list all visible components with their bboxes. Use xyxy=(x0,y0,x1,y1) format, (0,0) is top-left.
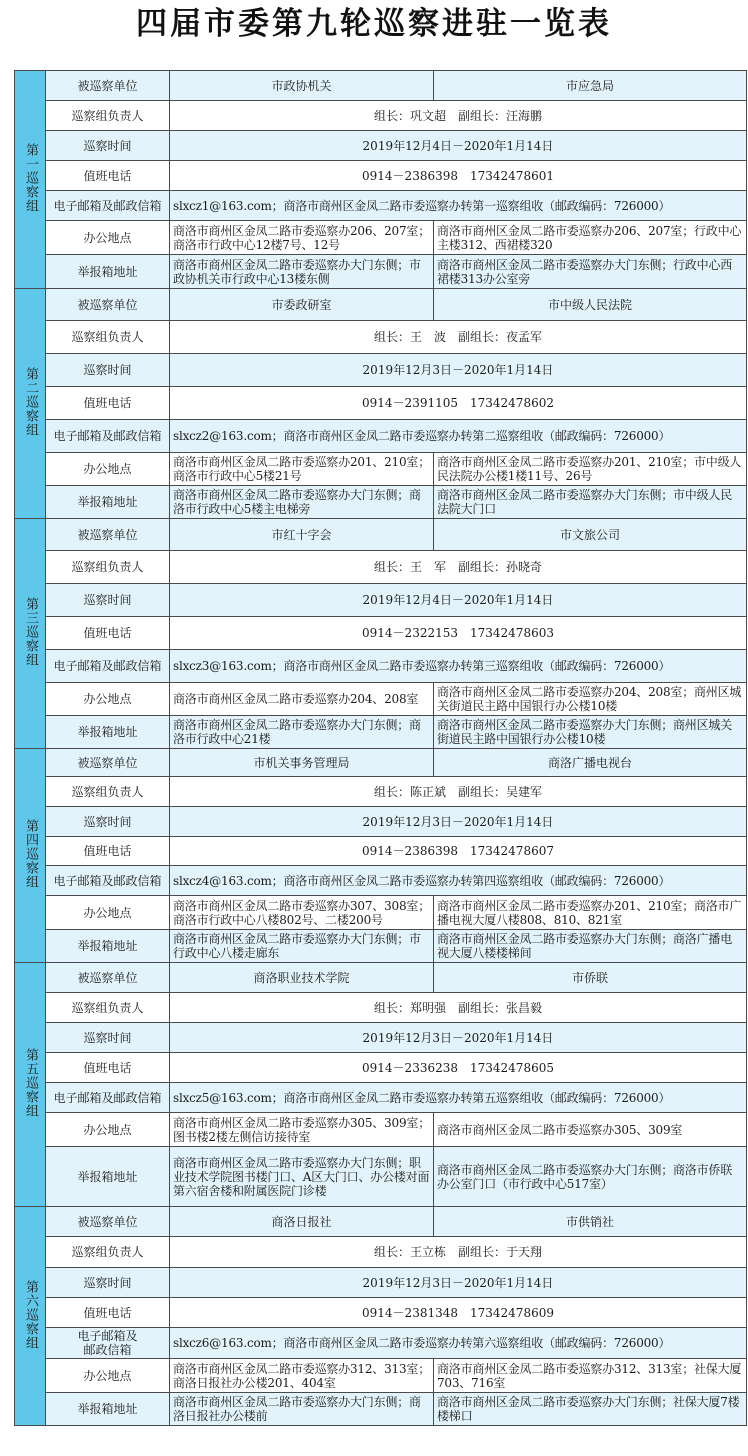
group-name: 第五巡察组 xyxy=(23,1048,38,1118)
row-label-phone: 值班电话 xyxy=(46,1298,170,1328)
group-name: 第六巡察组 xyxy=(23,1279,38,1350)
row-label-unit: 被巡察单位 xyxy=(46,289,170,321)
row-label-phone: 值班电话 xyxy=(46,837,170,866)
row-label-time: 巡察时间 xyxy=(46,1023,170,1053)
group-name-cell xyxy=(15,963,46,1207)
table-row xyxy=(15,1268,747,1298)
unit-cell-second: 市应急局 xyxy=(434,71,747,101)
row-label-office: 办公地点 xyxy=(46,896,170,930)
table-row xyxy=(15,807,747,837)
row-label-office: 办公地点 xyxy=(46,1359,170,1393)
table-row xyxy=(15,650,747,683)
leader-cell: 组长：郑明强 副组长：张昌毅 xyxy=(170,993,747,1023)
office-cell-first: 商洛市商州区金凤二路市委巡察办312、313室；商洛日报社办公楼201、404室 xyxy=(170,1359,434,1393)
phone-cell: 0914－2336238 17342478605 xyxy=(170,1053,747,1083)
unit-cell-second: 市供销社 xyxy=(434,1207,747,1237)
table-row xyxy=(15,420,747,453)
table-row xyxy=(15,749,747,777)
phone-cell: 0914－2386398 17342478601 xyxy=(170,161,747,191)
unit-cell-second: 市文旅公司 xyxy=(434,519,747,551)
office-cell-second: 商洛市商州区金凤二路市委巡察办206、207室；行政中心主楼312、西裙楼320 xyxy=(434,221,747,255)
phone-cell: 0914－2381348 17342478609 xyxy=(170,1298,747,1328)
group-name-cell xyxy=(15,519,46,749)
row-label-leader: 巡察组负责人 xyxy=(46,101,170,131)
phone-cell: 0914－2322153 17342478603 xyxy=(170,617,747,650)
row-label-leader: 巡察组负责人 xyxy=(46,993,170,1023)
row-label-office: 办公地点 xyxy=(46,1113,170,1147)
time-cell: 2019年12月3日－2020年1月14日 xyxy=(170,1268,747,1298)
page-title: 四届市委第九轮巡察进驻一览表 xyxy=(136,6,612,42)
row-label-email: 电子邮箱及邮政信箱 xyxy=(46,1083,170,1113)
group-name-cell xyxy=(15,749,46,963)
row-label-time: 巡察时间 xyxy=(46,807,170,837)
unit-cell-first: 市红十字会 xyxy=(170,519,434,551)
row-label-box: 举报箱地址 xyxy=(46,1393,170,1426)
table-row xyxy=(15,101,747,131)
table-row xyxy=(15,866,747,896)
unit-cell-second: 市侨联 xyxy=(434,963,747,993)
row-label-phone: 值班电话 xyxy=(46,161,170,191)
table-row xyxy=(15,551,747,584)
leader-cell: 组长：王 波 副组长：夜孟军 xyxy=(170,321,747,354)
office-cell-second: 商洛市商州区金凤二路市委巡察办201、210室；商洛市广播电视大厦八楼808、810、821室 xyxy=(434,896,747,930)
row-label-unit: 被巡察单位 xyxy=(46,519,170,551)
leader-cell: 组长：巩文超 副组长：汪海鹏 xyxy=(170,101,747,131)
table-row xyxy=(15,683,747,716)
row-label-box: 举报箱地址 xyxy=(46,255,170,289)
table-row xyxy=(15,453,747,486)
box-cell-second: 商洛市商州区金凤二路市委巡察办大门东侧；商州区城关街道民主路中国银行办公楼10楼 xyxy=(434,716,747,749)
row-label-office: 办公地点 xyxy=(46,221,170,255)
table-row xyxy=(15,777,747,807)
table-row xyxy=(15,1083,747,1113)
row-label-email: 电子邮箱及邮政信箱 xyxy=(46,191,170,221)
table-row xyxy=(15,617,747,650)
email-cell: slxcz3@163.com；商洛市商州区金凤二路市委巡察办转第三巡察组收（邮政编码：726000） xyxy=(170,650,747,683)
time-cell: 2019年12月3日－2020年1月14日 xyxy=(170,354,747,387)
group-name: 第三巡察组 xyxy=(23,597,38,667)
box-cell-second: 商洛市商州区金凤二路市委巡察办大门东侧；商洛广播电视大厦八楼楼梯间 xyxy=(434,930,747,963)
table-row xyxy=(15,289,747,321)
office-cell-first: 商洛市商州区金凤二路市委巡察办305、309室；图书楼2楼左侧信访接待室 xyxy=(170,1113,434,1147)
table-row xyxy=(15,1328,747,1359)
box-cell-first: 商洛市商州区金凤二路市委巡察办大门东侧；商洛市行政中心5楼主电梯旁 xyxy=(170,486,434,519)
row-label-phone: 值班电话 xyxy=(46,1053,170,1083)
table-row xyxy=(15,1393,747,1426)
email-cell: slxcz6@163.com；商洛市商州区金凤二路市委巡察办转第六巡察组收（邮政编码：726000） xyxy=(170,1328,747,1359)
row-label-leader: 巡察组负责人 xyxy=(46,777,170,807)
unit-cell-first: 商洛日报社 xyxy=(170,1207,434,1237)
group-name-cell xyxy=(15,71,46,289)
box-cell-first: 商洛市商州区金凤二路市委巡察办大门东侧；市行政中心八楼走廊东 xyxy=(170,930,434,963)
leader-cell: 组长：陈正斌 副组长：吴建军 xyxy=(170,777,747,807)
table-row xyxy=(15,321,747,354)
table-row xyxy=(15,1147,747,1207)
unit-cell-second: 市中级人民法院 xyxy=(434,289,747,321)
box-cell-second: 商洛市商州区金凤二路市委巡察办大门东侧；社保大厦7楼楼梯口 xyxy=(434,1393,747,1426)
table-body xyxy=(15,71,747,1426)
group-name: 第一巡察组 xyxy=(23,143,38,213)
row-label-email: 电子邮箱及邮政信箱 xyxy=(46,650,170,683)
table-row xyxy=(15,896,747,930)
table-row xyxy=(15,71,747,101)
email-cell: slxcz5@163.com；商洛市商州区金凤二路市委巡察办转第五巡察组收（邮政编码：726000） xyxy=(170,1083,747,1113)
unit-cell-first: 商洛职业技术学院 xyxy=(170,963,434,993)
office-cell-first: 商洛市商州区金凤二路市委巡察办206、207室；商洛市行政中心12楼7号、12号 xyxy=(170,221,434,255)
email-cell: slxcz1@163.com；商洛市商州区金凤二路市委巡察办转第一巡察组收（邮政编码：726000） xyxy=(170,191,747,221)
table-row xyxy=(15,131,747,161)
row-label-leader: 巡察组负责人 xyxy=(46,321,170,354)
table-row xyxy=(15,1359,747,1393)
row-label-phone: 值班电话 xyxy=(46,387,170,420)
row-label-email: 电子邮箱及 邮政信箱 xyxy=(46,1328,170,1359)
time-cell: 2019年12月3日－2020年1月14日 xyxy=(170,1023,747,1053)
leader-cell: 组长：王 军 副组长：孙晓奇 xyxy=(170,551,747,584)
table-row xyxy=(15,161,747,191)
table-row xyxy=(15,519,747,551)
office-cell-first: 商洛市商州区金凤二路市委巡察办307、308室；商洛市行政中心八楼802号、二楼200号 xyxy=(170,896,434,930)
table-row xyxy=(15,354,747,387)
office-cell-first: 商洛市商州区金凤二路市委巡察办201、210室；商洛市行政中心5楼21号 xyxy=(170,453,434,486)
office-cell-second: 商洛市商州区金凤二路市委巡察办312、313室；社保大厦703、716室 xyxy=(434,1359,747,1393)
row-label-box: 举报箱地址 xyxy=(46,930,170,963)
office-cell-second: 商洛市商州区金凤二路市委巡察办305、309室 xyxy=(434,1113,747,1147)
table-row xyxy=(15,930,747,963)
row-label-box: 举报箱地址 xyxy=(46,486,170,519)
office-cell-second: 商洛市商州区金凤二路市委巡察办201、210室；市中级人民法院办公楼1楼11号、26号 xyxy=(434,453,747,486)
table-row xyxy=(15,716,747,749)
box-cell-first: 商洛市商州区金凤二路市委巡察办大门东侧；职业技术学院图书楼门口、A区大门口、办公楼对面第六宿舍楼和附属医院门诊楼 xyxy=(170,1147,434,1207)
time-cell: 2019年12月4日－2020年1月14日 xyxy=(170,584,747,617)
group-name: 第二巡察组 xyxy=(23,367,38,437)
row-label-unit: 被巡察单位 xyxy=(46,963,170,993)
table-row xyxy=(15,1053,747,1083)
row-label-box: 举报箱地址 xyxy=(46,716,170,749)
row-label-time: 巡察时间 xyxy=(46,131,170,161)
time-cell: 2019年12月4日－2020年1月14日 xyxy=(170,131,747,161)
box-cell-second: 商洛市商州区金凤二路市委巡察办大门东侧；市中级人民法院大门口 xyxy=(434,486,747,519)
row-label-box: 举报箱地址 xyxy=(46,1147,170,1207)
table-row xyxy=(15,584,747,617)
row-label-office: 办公地点 xyxy=(46,453,170,486)
box-cell-first: 商洛市商州区金凤二路市委巡察办大门东侧；市政协机关市行政中心13楼东侧 xyxy=(170,255,434,289)
group-name-cell xyxy=(15,289,46,519)
row-label-office: 办公地点 xyxy=(46,683,170,716)
phone-cell: 0914－2386398 17342478607 xyxy=(170,837,747,866)
row-label-email: 电子邮箱及邮政信箱 xyxy=(46,420,170,453)
group-name: 第四巡察组 xyxy=(23,819,38,889)
email-cell: slxcz4@163.com；商洛市商州区金凤二路市委巡察办转第四巡察组收（邮政编码：726000） xyxy=(170,866,747,896)
table-row xyxy=(15,191,747,221)
table-row xyxy=(15,387,747,420)
table-row xyxy=(15,1237,747,1268)
box-cell-second: 商洛市商州区金凤二路市委巡察办大门东侧；商洛市侨联办公室门口（市行政中心517室） xyxy=(434,1147,747,1207)
table-row xyxy=(15,1298,747,1328)
phone-cell: 0914－2391105 17342478602 xyxy=(170,387,747,420)
table-row xyxy=(15,1023,747,1053)
table-row xyxy=(15,963,747,993)
office-cell-first: 商洛市商州区金凤二路市委巡察办204、208室 xyxy=(170,683,434,716)
row-label-leader: 巡察组负责人 xyxy=(46,551,170,584)
row-label-time: 巡察时间 xyxy=(46,354,170,387)
row-label-unit: 被巡察单位 xyxy=(46,749,170,777)
table-row xyxy=(15,837,747,866)
time-cell: 2019年12月3日－2020年1月14日 xyxy=(170,807,747,837)
table-row xyxy=(15,486,747,519)
table-row xyxy=(15,1113,747,1147)
unit-cell-first: 市机关事务管理局 xyxy=(170,749,434,777)
box-cell-first: 商洛市商州区金凤二路市委巡察办大门东侧；商洛日报社办公楼前 xyxy=(170,1393,434,1426)
table-row xyxy=(15,1207,747,1237)
leader-cell: 组长：王立栋 副组长：于天翔 xyxy=(170,1237,747,1268)
row-label-leader: 巡察组负责人 xyxy=(46,1237,170,1268)
table-row xyxy=(15,255,747,289)
office-cell-second: 商洛市商州区金凤二路市委巡察办204、208室；商州区城关街道民主路中国银行办公楼10楼 xyxy=(434,683,747,716)
unit-cell-first: 市政协机关 xyxy=(170,71,434,101)
table-row xyxy=(15,993,747,1023)
row-label-unit: 被巡察单位 xyxy=(46,71,170,101)
row-label-email: 电子邮箱及邮政信箱 xyxy=(46,866,170,896)
group-name-cell xyxy=(15,1207,46,1426)
row-label-phone: 值班电话 xyxy=(46,617,170,650)
email-cell: slxcz2@163.com；商洛市商州区金凤二路市委巡察办转第二巡察组收（邮政编码：726000） xyxy=(170,420,747,453)
inspection-table xyxy=(14,70,747,1426)
unit-cell-first: 市委政研室 xyxy=(170,289,434,321)
box-cell-first: 商洛市商州区金凤二路市委巡察办大门东侧；商洛市行政中心21楼 xyxy=(170,716,434,749)
table-row xyxy=(15,221,747,255)
row-label-unit: 被巡察单位 xyxy=(46,1207,170,1237)
row-label-time: 巡察时间 xyxy=(46,1268,170,1298)
box-cell-second: 商洛市商州区金凤二路市委巡察办大门东侧；行政中心西裙楼313办公室旁 xyxy=(434,255,747,289)
unit-cell-second: 商洛广播电视台 xyxy=(434,749,747,777)
row-label-time: 巡察时间 xyxy=(46,584,170,617)
